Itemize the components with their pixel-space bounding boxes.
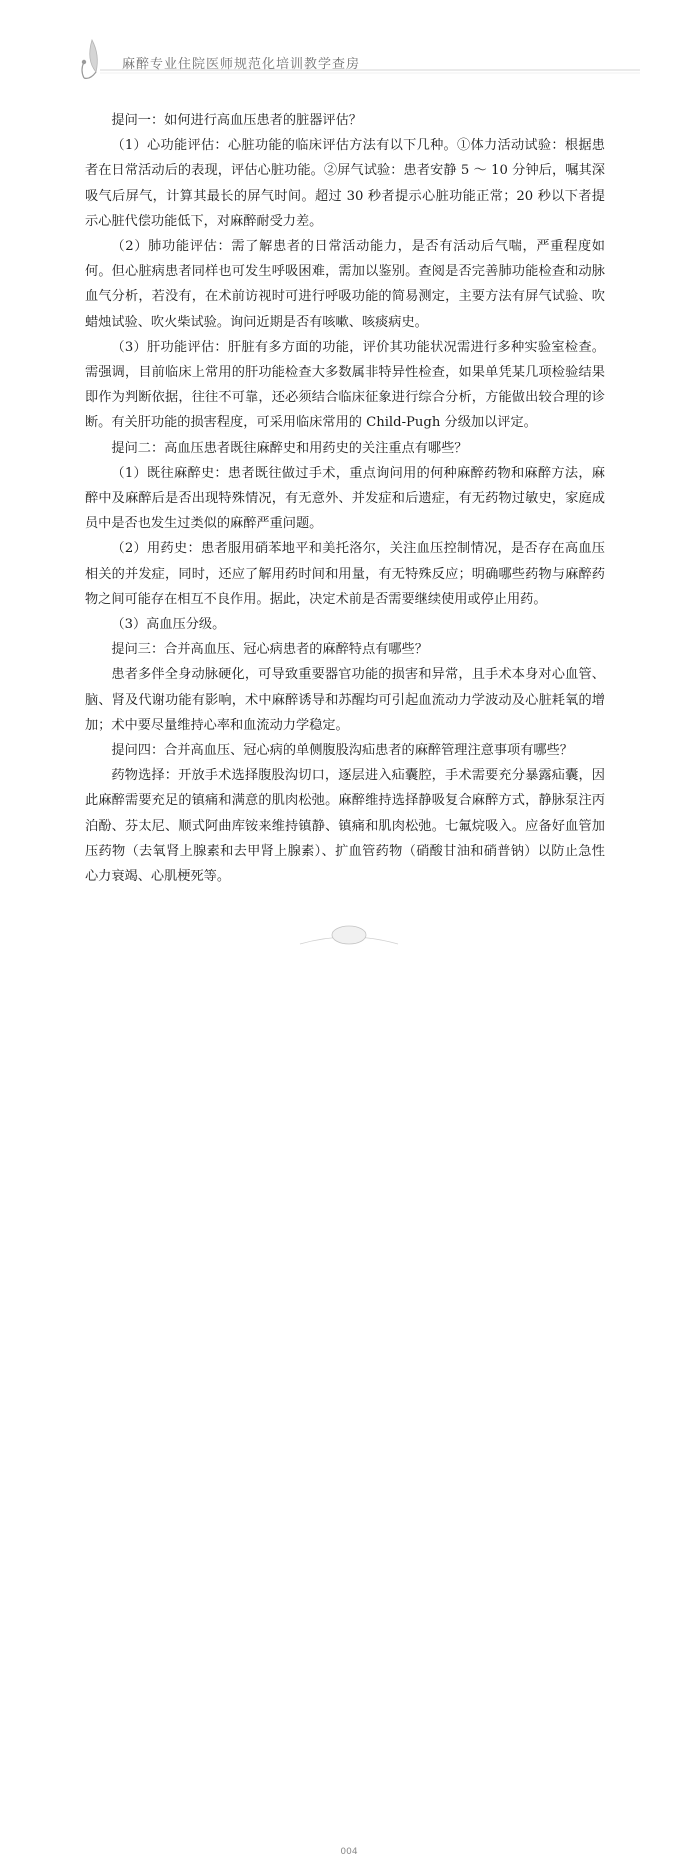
paragraph-hypertension-grade: （3）高血压分级。	[111, 617, 226, 633]
paragraph-cardiac-assessment: （1）心功能评估：心脏功能的临床评估方法有以下几种。①体力活动试验：根据患者在日常活动后的表现，评估心脏功能。②屏气试验：患者安静 5 ～ 10 分钟后，嘱其深吸气后屏气，计算其最长的屏气时间。超过 30 秒者提示心脏功能正常；20 秒以下者提示心脏代偿功能低下，对麻醉耐受力差。	[85, 138, 605, 229]
page-number: 004	[340, 1847, 358, 1857]
question-3: 提问三：合并高血压、冠心病患者的麻醉特点有哪些？	[111, 642, 428, 658]
paragraph-anesthesia-history: （1）既往麻醉史：患者既往做过手术，重点询问用的何种麻醉药物和麻醉方法，麻醉中及麻醉后是否出现特殊情况，有无意外、并发症和后遗症，有无药物过敏史，家庭成员中是否也发生过类似的麻醉严重问题。	[85, 465, 605, 532]
stethoscope-logo-icon	[0, 0, 700, 90]
paragraph-liver-assessment: （3）肝功能评估：肝脏有多方面的功能，评价其功能状况需进行多种实验室检查。需强调，目前临床上常用的肝功能检查大多数属非特异性检查，如果单凭某几项检验结果即作为判断依据，往往不可靠，还必须结合临床征象进行综合分析，方能做出较合理的诊断。有关肝功能的损害程度，可采用临床常用的 Child-Pugh 分级加以评定。	[85, 339, 605, 431]
question-2: 提问二：高血压患者既往麻醉史和用药史的关注重点有哪些？	[111, 440, 468, 456]
paragraph-drug-selection: 药物选择：开放手术选择腹股沟切口，逐层进入疝囊腔，手术需要充分暴露疝囊，因此麻醉需要充足的镇痛和满意的肌肉松弛。麻醉维持选择静吸复合麻醉方式，静脉泵注丙泊酚、芬太尼、顺式阿曲库铵来维持镇静、镇痛和肌肉松弛。七氟烷吸入。应备好血管加压药物（去氧肾上腺素和去甲肾上腺素）、扩血管药物（硝酸甘油和硝普钠）以防止急性心力衰竭、心肌梗死等。	[85, 768, 605, 885]
paragraph-pulmonary-assessment: （2）肺功能评估：需了解患者的日常活动能力，是否有活动后气喘，严重程度如何。但心脏病患者同样也可发生呼吸困难，需加以鉴别。查阅是否完善肺功能检查和动脉血气分析，若没有，在术前访视时可进行呼吸功能的简易测定，主要方法有屏气试验、吹蜡烛试验、吹火柴试验。询问近期是否有咳嗽、咳痰病史。	[85, 239, 605, 330]
page-header	[0, 0, 700, 90]
body-text	[85, 108, 605, 889]
question-4: 提问四：合并高血压、冠心病的单侧腹股沟疝患者的麻醉管理注意事项有哪些？	[111, 743, 573, 759]
question-1: 提问一：如何进行高血压患者的脏器评估？	[111, 113, 362, 128]
paragraph-medication-history: （2）用药史：患者服用硝苯地平和美托洛尔，关注血压控制情况，是否存在高血压相关的并发症，同时，还应了解用药时间和用量，有无特殊反应；明确哪些药物与麻醉药物之间可能存在相互不良作用。据此，决定术前是否需要继续使用或停止用药。	[85, 541, 605, 607]
paragraph-anesthesia-features: 患者多伴全身动脉硬化，可导致重要器官功能的损害和异常，且手术本身对心血管、脑、肾及代谢功能有影响，术中麻醉诱导和苏醒均可引起血流动力学波动及心脏耗氧的增加；术中要尽量维持心率和血流动力学稳定。	[85, 667, 605, 733]
running-header-title: 麻醉专业住院医师规范化培训教学查房	[122, 57, 361, 72]
page-number-ornament-icon	[0, 920, 700, 960]
page-footer	[0, 920, 700, 1857]
